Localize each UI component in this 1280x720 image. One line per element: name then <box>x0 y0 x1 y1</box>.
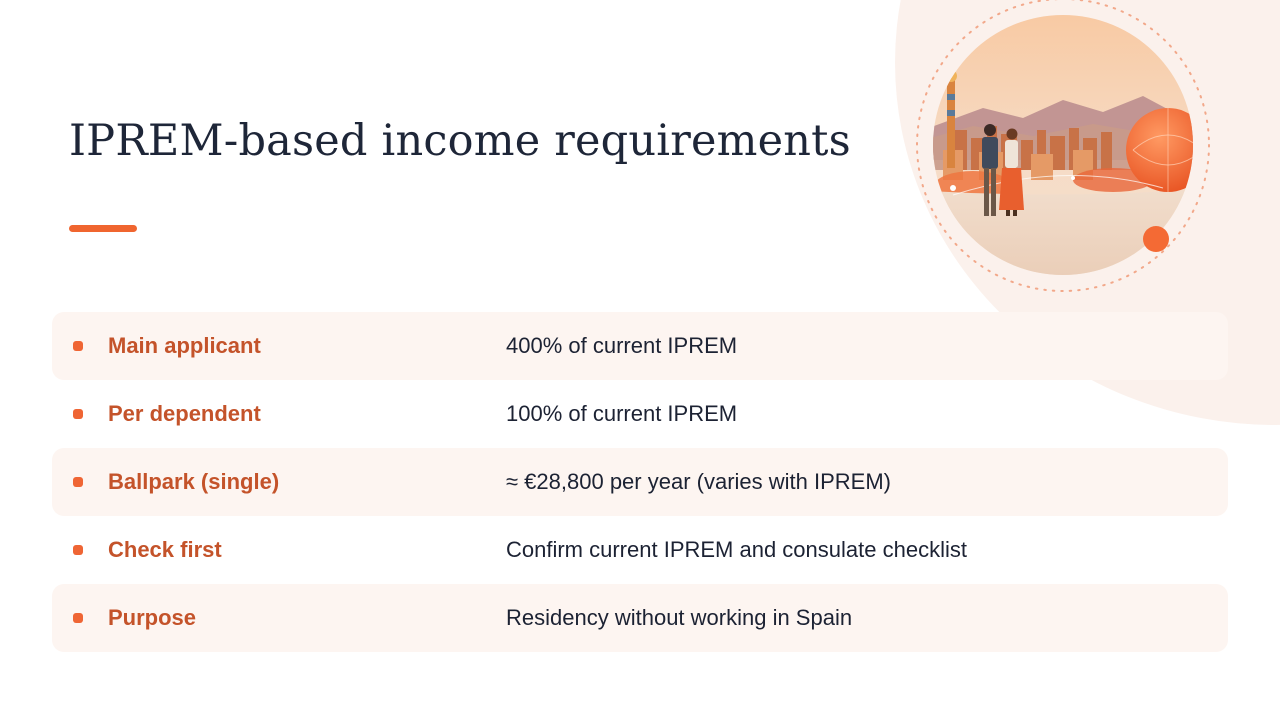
requirement-value: ≈ €28,800 per year (varies with IPREM) <box>506 469 891 494</box>
bullet-icon <box>73 613 83 623</box>
list-item <box>52 312 1228 380</box>
requirement-label: Check first <box>108 537 222 562</box>
requirement-label: Purpose <box>108 605 197 630</box>
page-title: IPREM-based income requirements <box>69 116 851 166</box>
list-item <box>52 584 1228 652</box>
requirement-label: Main applicant <box>108 333 261 358</box>
requirements-list <box>52 312 1228 652</box>
list-item <box>52 448 1228 516</box>
bullet-icon <box>73 341 83 351</box>
title-accent-bar <box>69 225 137 232</box>
bullet-icon <box>73 545 83 555</box>
requirement-label: Per dependent <box>108 401 261 426</box>
list-item <box>52 516 1228 584</box>
requirement-label: Ballpark (single) <box>108 469 280 494</box>
bullet-icon <box>73 477 83 487</box>
requirement-value: 400% of current IPREM <box>506 333 738 358</box>
hero-illustration <box>913 0 1213 295</box>
requirement-value: 100% of current IPREM <box>506 401 738 426</box>
requirement-value: Residency without working in Spain <box>506 605 853 630</box>
requirement-value: Confirm current IPREM and consulate checklist <box>506 537 967 562</box>
list-item <box>52 380 1228 448</box>
bullet-icon <box>73 409 83 419</box>
